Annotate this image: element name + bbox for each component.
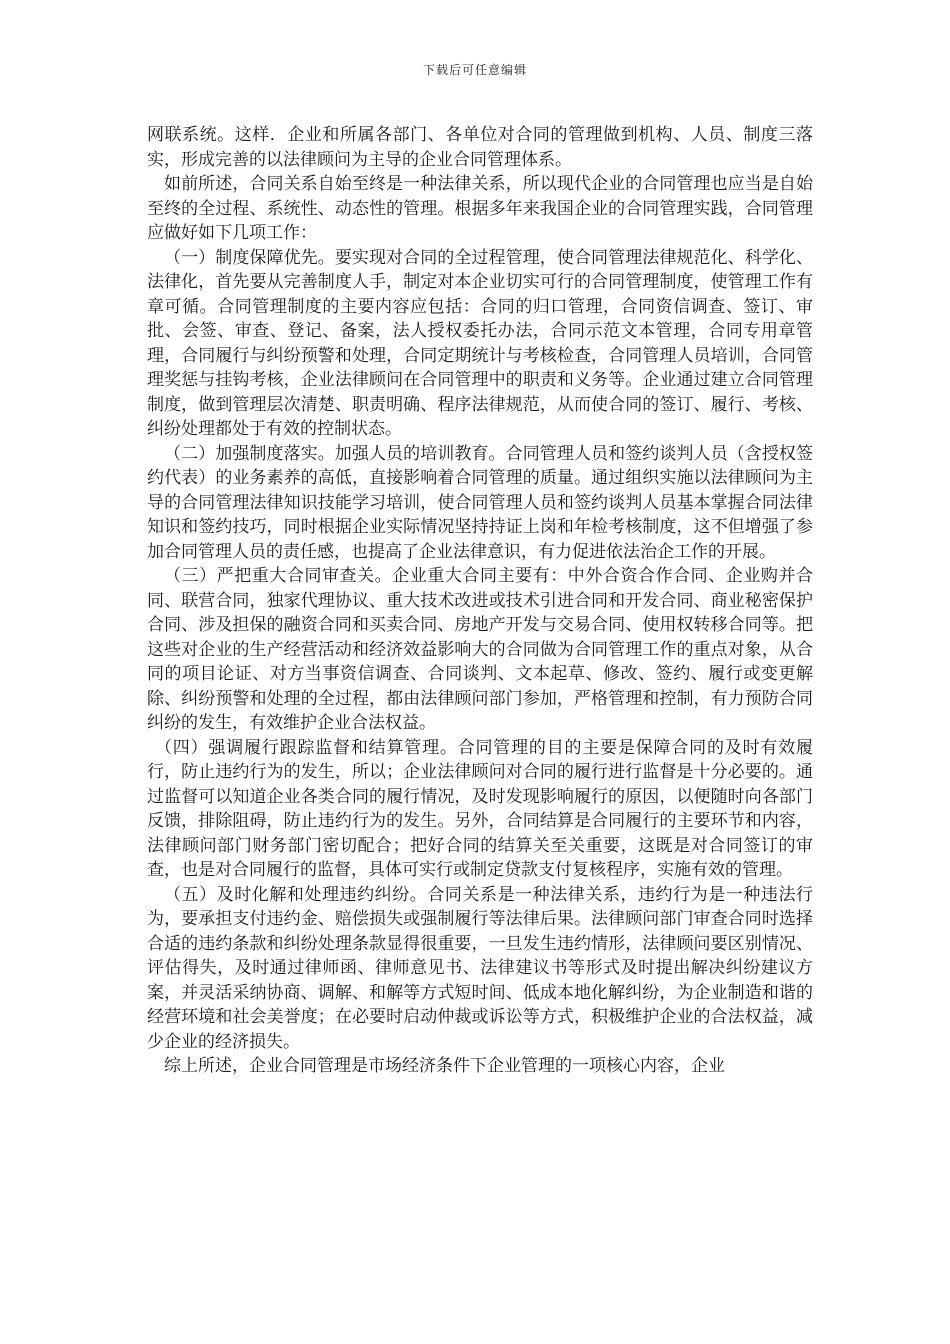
paragraph-7: （五）及时化解和处理违约纠纷。合同关系是一种法律关系，违约行为是一种违法行为，要承担支付违约金、赔偿损失或强制履行等法律后果。法律顾问部门审查合同时选择合适的违约条款和纠纷处理条款显得很重要，一旦发生违约情形，法律顾问要区别情况、评估得失，及时通过律师函、律师意见书、法律建议书等形式及时提出解决纠纷建议方案，并灵活采纳协商、调解、和解等方式短时间、低成本地化解纠纷，为企业制造和谐的经营环境和社会美誉度；在必要时启动仲裁或诉讼等方式，积极维护企业的合法权益，减少企业的经济损失。 — [147, 884, 813, 1052]
paragraph-3: （一）制度保障优先。要实现对合同的全过程管理，使合同管理法律规范化、科学化、法律化，首先要从完善制度人手，制定对本企业切实可行的合同管理制度，使管理工作有章可循。合同管理制度的主要内容应包括：合同的归口管理，合同资信调查、签订、审批、会签、审查、登记、备案，法人授权委托办法，合同示范文本管理，合同专用章管理，合同履行与纠纷预警和处理，合同定期统计与考核检查，合同管理人员培训，合同管理奖惩与挂钩考核，企业法律顾问在合同管理中的职责和义务等。企业通过建立合同管理制度，做到管理层次清楚、职责明确、程序法律规范，从而使合同的签订、履行、考核、纠纷处理都处于有效的控制状态。 — [147, 247, 813, 439]
paragraph-2: 如前所述，合同关系自始至终是一种法律关系，所以现代企业的合同管理也应当是自始至终的全过程、系统性、动态性的管理。根据多年来我国企业的合同管理实践，合同管理应做好如下几项工作： — [147, 174, 813, 243]
paragraph-1: 网联系统。这样．企业和所属各部门、各单位对合同的管理做到机构、人员、制度三落实，形成完善的以法律顾问为主导的企业合同管理体系。 — [147, 125, 813, 170]
paragraph-6: （四）强调履行跟踪监督和结算管理。合同管理的目的主要是保障合同的及时有效履行，防止违约行为的发生，所以；企业法律顾问对合同的履行进行监督是十分必要的。通过监督可以知道企业各类合同的履行情况，及时发现影响履行的原因，以便随时向各部门反馈，排除阻碍，防止违约行为的发生。另外，合同结算是合同履行的主要环节和内容，法律顾问部门财务部门密切配合；把好合同的结算关至关重要，这既是对合同签订的审查，也是对合同履行的监督，具体可实行或制定贷款支付复核程序，实施有效的管理。 — [147, 737, 813, 880]
paragraph-4: （二）加强制度落实。加强人员的培训教育。合同管理人员和签约谈判人员（含授权签约代表）的业务素养的高低，直接影响着合同管理的质量。通过组织实施以法律顾问为主导的合同管理法律知识技能学习培训，使合同管理人员和签约谈判人员基本掌握合同法律知识和签约技巧，同时根据企业实际情况坚持持证上岗和年检考核制度，这不但增强了参加合同管理人员的责任感，也提高了企业法律意识，有力促进依法治企工作的开展。 — [147, 443, 813, 562]
paragraph-5: （三）严把重大合同审查关。企业重大合同主要有：中外合资合作合同、企业购并合同、联营合同，独家代理协议、重大技术改进或技术引进合同和开发合同、商业秘密保护合同、涉及担保的融资合同和买卖合同、房地产开发与交易合同、使用权转移合同等。把这些对企业的生产经营活动和经济效益影响大的合同做为合同管理工作的重点对象，从合同的项目论证、对方当事资信调查、合同谈判、文本起草、修改、签约、履行或变更解除、纠纷预警和处理的全过程，都由法律顾问部门参加，严格管理和控制，有力预防合同纠纷的发生，有效维护企业合法权益。 — [147, 566, 813, 733]
document-body — [147, 123, 813, 1079]
page-header: 下载后可任意编辑 — [422, 63, 527, 77]
paragraph-8: 综上所述，企业合同管理是市场经济条件下企业管理的一项核心内容，企业 — [164, 1056, 725, 1076]
